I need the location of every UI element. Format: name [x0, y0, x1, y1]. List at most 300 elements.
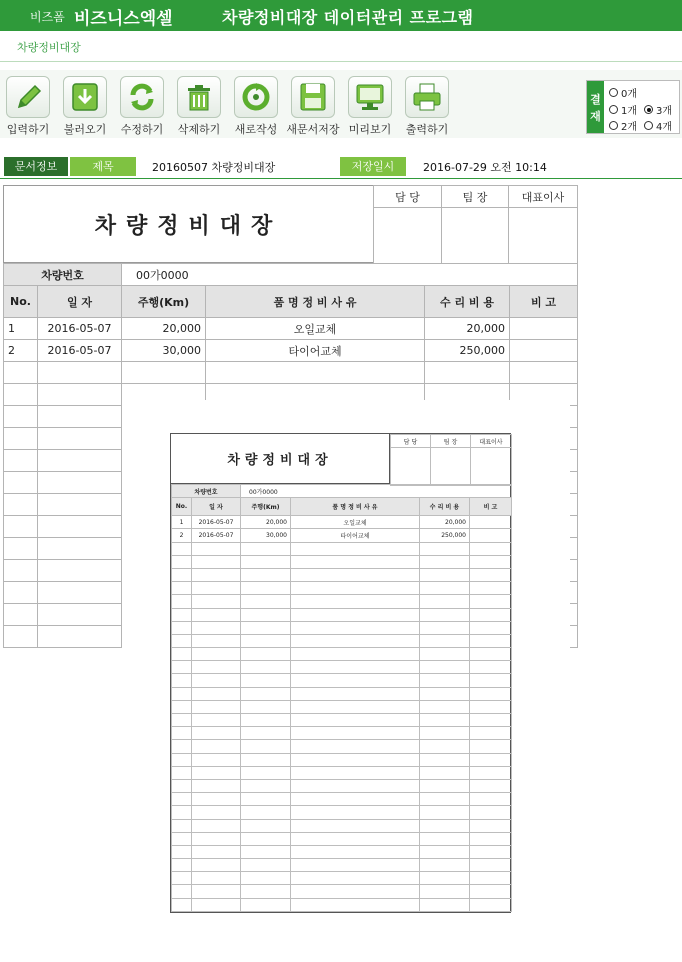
- empty-cell: [4, 626, 38, 648]
- empty-cell: [241, 793, 291, 806]
- preview-row-date: 2016-05-07: [192, 529, 241, 542]
- document-info-bar: [0, 155, 682, 179]
- empty-cell: [172, 793, 192, 806]
- empty-cell: [192, 648, 241, 661]
- empty-cell: [192, 806, 241, 819]
- preview-row-km: 20,000: [241, 516, 291, 529]
- signature-block: [373, 185, 577, 263]
- empty-cell: [192, 687, 241, 700]
- empty-cell: [291, 582, 420, 595]
- empty-cell: [420, 885, 470, 898]
- empty-cell: [241, 898, 291, 911]
- empty-cell: [122, 362, 206, 384]
- preview-button-label: 미리보기: [348, 123, 392, 136]
- approval-option-0[interactable]: 0개: [609, 85, 637, 100]
- preview-empty-row: [172, 714, 512, 727]
- empty-cell: [241, 859, 291, 872]
- empty-cell: [470, 648, 512, 661]
- empty-cell: [38, 538, 122, 560]
- brand-small: 비즈폼: [30, 10, 65, 24]
- preview-signer-label: 담 당: [391, 435, 431, 448]
- empty-cell: [172, 648, 192, 661]
- empty-cell: [38, 516, 122, 538]
- empty-cell: [192, 568, 241, 581]
- empty-cell: [470, 595, 512, 608]
- input-button[interactable]: [0, 76, 56, 138]
- row-date: 2016-05-07: [38, 318, 122, 340]
- document-title: 차량정비대장: [94, 213, 283, 239]
- empty-cell: [291, 700, 420, 713]
- empty-cell: [4, 516, 38, 538]
- empty-cell: [38, 406, 122, 428]
- preview-empty-row: [172, 727, 512, 740]
- empty-cell: [4, 384, 38, 406]
- empty-cell: [172, 582, 192, 595]
- radio-icon: [609, 121, 618, 130]
- preview-vehicle-label: 차량번호: [172, 485, 241, 498]
- column-header: 일 자: [38, 286, 122, 318]
- preview-vehicle-value: 00가0000: [241, 485, 512, 498]
- empty-cell: [241, 542, 291, 555]
- preview-signer-label: 팀 장: [431, 435, 471, 448]
- approval-option-1[interactable]: 1개: [609, 102, 637, 117]
- empty-cell: [420, 740, 470, 753]
- empty-cell: [172, 634, 192, 647]
- preview-row-km: 30,000: [241, 529, 291, 542]
- edit-button-label: 수정하기: [120, 123, 164, 136]
- empty-cell: [241, 568, 291, 581]
- empty-cell: [38, 582, 122, 604]
- empty-cell: [241, 819, 291, 832]
- row-no: 1: [4, 318, 38, 340]
- empty-cell: [470, 859, 512, 872]
- empty-cell: [192, 582, 241, 595]
- empty-cell: [38, 428, 122, 450]
- empty-cell: [172, 832, 192, 845]
- title-bar: [0, 0, 682, 31]
- empty-cell: [192, 555, 241, 568]
- row-cost: 250,000: [425, 340, 510, 362]
- empty-cell: [241, 740, 291, 753]
- empty-cell: [470, 872, 512, 885]
- empty-cell: [420, 634, 470, 647]
- empty-cell: [291, 845, 420, 858]
- empty-cell: [192, 753, 241, 766]
- column-header: 품 명 정 비 사 유: [206, 286, 425, 318]
- preview-column-header: 비 고: [470, 498, 512, 516]
- preview-table: [171, 484, 512, 912]
- preview-signature-cell: [431, 448, 471, 486]
- empty-cell: [470, 608, 512, 621]
- app-title: 차량정비대장 데이터관리 프로그램: [222, 8, 474, 27]
- empty-cell: [192, 700, 241, 713]
- document-title-box: [3, 185, 374, 263]
- empty-cell: [172, 568, 192, 581]
- empty-cell: [291, 648, 420, 661]
- empty-cell: [420, 542, 470, 555]
- empty-cell: [4, 406, 38, 428]
- preview-empty-row: [172, 595, 512, 608]
- empty-cell: [291, 621, 420, 634]
- column-header: 비 고: [510, 286, 578, 318]
- edit-button[interactable]: [114, 76, 170, 138]
- empty-cell: [470, 700, 512, 713]
- preview-button[interactable]: [342, 76, 398, 138]
- empty-cell: [241, 753, 291, 766]
- radio-icon: [609, 88, 618, 97]
- input-button-label: 입력하기: [6, 123, 50, 136]
- empty-cell: [192, 872, 241, 885]
- empty-cell: [470, 779, 512, 792]
- preview-row-reason: 오일교체: [291, 516, 420, 529]
- empty-cell: [420, 661, 470, 674]
- empty-cell: [241, 674, 291, 687]
- empty-cell: [172, 661, 192, 674]
- empty-cell: [192, 885, 241, 898]
- empty-cell: [420, 555, 470, 568]
- table-row[interactable]: [4, 318, 578, 340]
- empty-cell: [291, 568, 420, 581]
- empty-cell: [38, 560, 122, 582]
- empty-cell: [470, 555, 512, 568]
- empty-cell: [420, 819, 470, 832]
- empty-cell: [4, 560, 38, 582]
- vehicle-number-label: 차량번호: [4, 264, 122, 286]
- empty-cell: [470, 714, 512, 727]
- saved-label: 저장일시: [340, 157, 406, 176]
- empty-cell: [192, 674, 241, 687]
- empty-cell: [470, 634, 512, 647]
- column-header: 주행(Km): [122, 286, 206, 318]
- empty-cell: [172, 555, 192, 568]
- preview-column-header: 주행(Km): [241, 498, 291, 516]
- empty-cell: [38, 384, 122, 406]
- preview-column-header: 수 리 비 용: [420, 498, 470, 516]
- empty-cell: [291, 872, 420, 885]
- preview-empty-row: [172, 542, 512, 555]
- empty-cell: [241, 687, 291, 700]
- empty-cell: [291, 674, 420, 687]
- empty-cell: [470, 542, 512, 555]
- empty-cell: [470, 582, 512, 595]
- empty-cell: [241, 621, 291, 634]
- row-km: 20,000: [122, 318, 206, 340]
- preview-empty-row: [172, 898, 512, 911]
- empty-cell: [192, 714, 241, 727]
- approval-tag: 결재: [587, 81, 604, 133]
- approval-option-2[interactable]: 2개: [609, 118, 637, 133]
- preview-row-reason: 타이어교체: [291, 529, 420, 542]
- preview-empty-row: [172, 779, 512, 792]
- empty-cell: [4, 472, 38, 494]
- empty-cell: [241, 779, 291, 792]
- empty-cell: [420, 898, 470, 911]
- preview-empty-row: [172, 634, 512, 647]
- empty-cell: [291, 766, 420, 779]
- preview-empty-row: [172, 674, 512, 687]
- empty-cell: [4, 450, 38, 472]
- empty-cell: [172, 845, 192, 858]
- signature-cell[interactable]: [509, 208, 578, 264]
- page-label[interactable]: 차량정비대장: [17, 41, 81, 54]
- sub-header: [0, 31, 682, 62]
- table-header-row: [4, 286, 578, 318]
- empty-cell: [192, 727, 241, 740]
- empty-cell: [291, 661, 420, 674]
- row-note: [510, 340, 578, 362]
- empty-cell: [291, 555, 420, 568]
- empty-cell: [420, 766, 470, 779]
- empty-cell: [420, 687, 470, 700]
- empty-cell: [470, 898, 512, 911]
- empty-cell: [470, 687, 512, 700]
- empty-cell: [510, 362, 578, 384]
- save-icon: [291, 76, 335, 118]
- empty-cell: [192, 793, 241, 806]
- empty-cell: [172, 885, 192, 898]
- approval-selector: [586, 80, 680, 134]
- empty-cell: [172, 740, 192, 753]
- empty-cell: [291, 714, 420, 727]
- download-icon: [63, 76, 107, 118]
- row-reason: 타이어교체: [206, 340, 425, 362]
- empty-cell: [291, 832, 420, 845]
- empty-cell: [172, 753, 192, 766]
- empty-cell: [241, 648, 291, 661]
- empty-cell: [420, 582, 470, 595]
- empty-cell: [470, 766, 512, 779]
- approval-option-4[interactable]: 4개: [644, 118, 672, 133]
- empty-cell: [291, 806, 420, 819]
- empty-cell: [172, 595, 192, 608]
- empty-cell: [420, 568, 470, 581]
- empty-cell: [192, 845, 241, 858]
- preview-column-header: 품 명 정 비 사 유: [291, 498, 420, 516]
- empty-cell: [241, 714, 291, 727]
- save-doc-button-label: 새문서저장: [286, 123, 340, 136]
- refresh-icon: [120, 76, 164, 118]
- empty-cell: [291, 687, 420, 700]
- empty-cell: [470, 661, 512, 674]
- preview-empty-row: [172, 819, 512, 832]
- empty-cell: [470, 568, 512, 581]
- empty-cell: [291, 859, 420, 872]
- doc-info-label: 문서정보: [4, 157, 68, 176]
- empty-cell: [241, 885, 291, 898]
- preview-empty-row: [172, 753, 512, 766]
- empty-cell: [172, 621, 192, 634]
- preview-empty-row: [172, 582, 512, 595]
- preview-empty-row: [172, 740, 512, 753]
- empty-cell: [172, 727, 192, 740]
- empty-cell: [291, 793, 420, 806]
- vehicle-number-value[interactable]: 00가0000: [122, 264, 578, 286]
- empty-cell: [291, 898, 420, 911]
- preview-empty-row: [172, 872, 512, 885]
- save-doc-button[interactable]: [285, 76, 341, 138]
- empty-cell: [192, 819, 241, 832]
- radio-icon: [644, 121, 653, 130]
- empty-cell: [172, 542, 192, 555]
- empty-cell: [291, 885, 420, 898]
- empty-cell: [4, 428, 38, 450]
- empty-cell: [470, 753, 512, 766]
- empty-cell: [192, 634, 241, 647]
- empty-cell: [291, 634, 420, 647]
- empty-cell: [470, 845, 512, 858]
- preview-row-no: 1: [172, 516, 192, 529]
- row-date: 2016-05-07: [38, 340, 122, 362]
- empty-cell: [420, 832, 470, 845]
- empty-cell: [420, 753, 470, 766]
- empty-cell: [172, 766, 192, 779]
- preview-column-header: No.: [172, 498, 192, 516]
- preview-signature-cell: [471, 448, 512, 486]
- trash-icon: [177, 76, 221, 118]
- empty-cell: [470, 832, 512, 845]
- empty-cell: [4, 538, 38, 560]
- preview-empty-row: [172, 806, 512, 819]
- monitor-icon: [348, 76, 392, 118]
- empty-cell: [172, 859, 192, 872]
- empty-cell: [241, 700, 291, 713]
- preview-empty-row: [172, 700, 512, 713]
- empty-cell: [420, 595, 470, 608]
- empty-cell: [470, 819, 512, 832]
- empty-cell: [470, 793, 512, 806]
- empty-cell: [38, 604, 122, 626]
- preview-table-row: [172, 529, 512, 542]
- empty-cell: [420, 872, 470, 885]
- print-preview-panel: [122, 400, 570, 920]
- preview-row-date: 2016-05-07: [192, 516, 241, 529]
- empty-cell: [241, 872, 291, 885]
- preview-title-box: [171, 434, 390, 484]
- empty-cell: [192, 608, 241, 621]
- preview-empty-row: [172, 885, 512, 898]
- load-button[interactable]: [57, 76, 113, 138]
- empty-cell: [172, 687, 192, 700]
- preview-document-title: 차량정비대장: [227, 453, 333, 468]
- preview-empty-row: [172, 608, 512, 621]
- preview-row-no: 2: [172, 529, 192, 542]
- empty-cell: [206, 362, 425, 384]
- signature-cell[interactable]: [442, 208, 509, 264]
- empty-cell: [420, 779, 470, 792]
- printer-icon: [405, 76, 449, 118]
- empty-cell: [420, 845, 470, 858]
- preview-empty-row: [172, 687, 512, 700]
- signature-cell[interactable]: [374, 208, 442, 264]
- empty-cell: [241, 634, 291, 647]
- empty-cell: [241, 845, 291, 858]
- empty-cell: [420, 700, 470, 713]
- row-note: [510, 318, 578, 340]
- empty-cell: [172, 700, 192, 713]
- empty-table-row[interactable]: [4, 362, 578, 384]
- empty-cell: [291, 727, 420, 740]
- empty-cell: [420, 648, 470, 661]
- approval-option-3[interactable]: 3개: [644, 102, 672, 117]
- empty-cell: [241, 727, 291, 740]
- column-header: No.: [4, 286, 38, 318]
- new-button-label: 새로작성: [234, 123, 278, 136]
- signer-label: 대표이사: [509, 186, 578, 208]
- row-reason: 오일교체: [206, 318, 425, 340]
- toolbar: [0, 70, 682, 138]
- empty-cell: [241, 766, 291, 779]
- empty-cell: [470, 621, 512, 634]
- saved-value: 2016-07-29 오전 10:14: [423, 161, 547, 174]
- empty-cell: [470, 674, 512, 687]
- empty-cell: [172, 674, 192, 687]
- empty-cell: [192, 595, 241, 608]
- print-button[interactable]: [399, 76, 455, 138]
- empty-cell: [241, 832, 291, 845]
- empty-cell: [241, 608, 291, 621]
- empty-cell: [470, 885, 512, 898]
- preview-empty-row: [172, 568, 512, 581]
- empty-cell: [241, 661, 291, 674]
- table-row[interactable]: [4, 340, 578, 362]
- preview-empty-row: [172, 859, 512, 872]
- empty-cell: [38, 472, 122, 494]
- preview-table-row: [172, 516, 512, 529]
- delete-button-label: 삭제하기: [177, 123, 221, 136]
- empty-cell: [4, 604, 38, 626]
- radio-icon: [609, 105, 618, 114]
- empty-cell: [38, 362, 122, 384]
- brand-logo: 비즈니스엑셀: [74, 9, 173, 29]
- preview-header-row: [172, 498, 512, 516]
- preview-empty-row: [172, 555, 512, 568]
- new-button[interactable]: [228, 76, 284, 138]
- empty-cell: [420, 621, 470, 634]
- empty-cell: [241, 582, 291, 595]
- empty-cell: [192, 766, 241, 779]
- empty-cell: [192, 621, 241, 634]
- empty-cell: [420, 608, 470, 621]
- print-button-label: 출력하기: [405, 123, 449, 136]
- title-value[interactable]: 20160507 차량정비대장: [152, 161, 276, 174]
- empty-cell: [192, 740, 241, 753]
- empty-cell: [420, 793, 470, 806]
- empty-cell: [420, 806, 470, 819]
- empty-cell: [420, 727, 470, 740]
- empty-cell: [470, 727, 512, 740]
- empty-cell: [241, 806, 291, 819]
- empty-cell: [172, 872, 192, 885]
- empty-cell: [172, 608, 192, 621]
- preview-empty-row: [172, 648, 512, 661]
- empty-cell: [38, 494, 122, 516]
- empty-cell: [192, 542, 241, 555]
- title-label: 제목: [70, 157, 136, 176]
- signer-label: 담 당: [374, 186, 442, 208]
- empty-cell: [192, 832, 241, 845]
- empty-cell: [192, 859, 241, 872]
- preview-column-header: 일 자: [192, 498, 241, 516]
- empty-cell: [4, 494, 38, 516]
- empty-cell: [470, 806, 512, 819]
- empty-cell: [420, 714, 470, 727]
- empty-cell: [241, 555, 291, 568]
- delete-button[interactable]: [171, 76, 227, 138]
- row-cost: 20,000: [425, 318, 510, 340]
- preview-row-cost: 250,000: [420, 529, 470, 542]
- empty-cell: [172, 898, 192, 911]
- empty-cell: [172, 779, 192, 792]
